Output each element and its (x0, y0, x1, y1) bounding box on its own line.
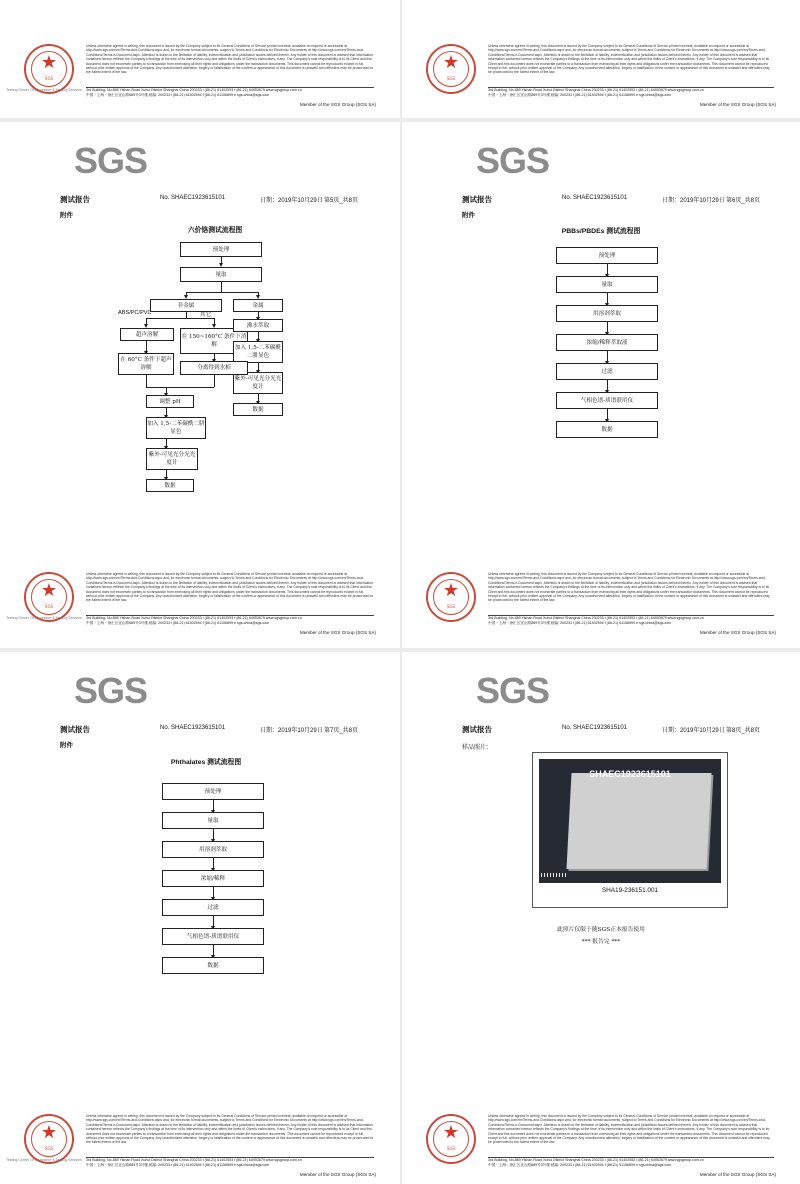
footer-member: Member of the SGS Group (SGS SA) (299, 1172, 376, 1177)
page-top-right (402, 0, 800, 118)
report-number: No. SHAEC1923615101 (562, 725, 628, 731)
branch-label-other: 其它 (200, 312, 212, 318)
flow-step-ph: 调整 pH (146, 395, 194, 408)
report-title: 测试报告 (462, 725, 492, 734)
sgs-logo: SGS (74, 140, 148, 181)
sgs-seal: ★ SGS (24, 44, 74, 94)
attachment-label: 附件 (60, 211, 73, 219)
attachment-label: 附件 (60, 741, 73, 749)
sgs-seal: ★ SGS (426, 1114, 476, 1164)
sgs-seal: ★ SGS (24, 572, 74, 622)
flow-step-2: 量取 (162, 812, 264, 829)
flow-step-adddpc: 加入 1,5-二苯碳酰二肼显色 (146, 417, 206, 439)
page-footer (0, 568, 400, 648)
report-number: No. SHAEC1923615101 (562, 195, 628, 201)
footer-side-tag: Testing Center Of Inspection & Testing Services (6, 1158, 82, 1162)
page-number: 第7页_共8页 (324, 728, 359, 734)
sample-photo-frame (532, 752, 728, 908)
footer-address: 3rd Building, No.889 Yishan Road Xuhui District Shanghai China 200233 t (86-21) 61402553 f (86-21) 64953679 www.sgsgroup.com.cn 中国・上海・徐汇区宜山路889号3号楼 邮编: 200233 t (86-21) 61402594 f (86-21) 61156899 e sgs.china@sgs.com (86, 87, 374, 100)
footer-address: 3rd Building, No.889 Yishan Road Xuhui District Shanghai China 200233 t (86-21) 61402553 f (86-21) 64953679 www.sgsgroup.com.cn 中国・上海・徐汇区宜山路889号3号楼 邮编: 200233 t (86-21) 61402594 f (86-21) 61156899 e sgs.china@sgs.com (488, 87, 774, 100)
flow-step-2: 量取 (556, 276, 658, 293)
report-title: 测试报告 (462, 195, 492, 204)
flow-step-7: 数据 (162, 957, 264, 974)
flow-step-data: 数据 (146, 479, 194, 492)
flow-step-6: 气相色谱-质谱联用仪 (162, 928, 264, 945)
footer-address: 3rd Building, No.889 Yishan Road Xuhui District Shanghai China 200233 t (86-21) 61402553 f (86-21) 64953679 www.sgsgroup.com.cn 中国・上海・徐汇区宜山路889号3号楼 邮编: 200233 t (86-21) 61402594 f (86-21) 61156899 e sgs.china@sgs.com (488, 1157, 774, 1170)
flow-step-4: 浓缩/稀释萃取液 (556, 334, 658, 351)
footer-side-tag: Testing Center Of Inspection & Testing Services (6, 616, 82, 620)
branch-label-abs: ABS/PC/PVC (118, 310, 152, 316)
sgs-seal: ★ SGS (24, 1114, 74, 1164)
footer-member: Member of the SGS Group (SGS SA) (699, 102, 776, 107)
flow-step-5: 过滤 (556, 363, 658, 380)
attachment-label: 附件 (462, 211, 475, 219)
report-header (60, 194, 374, 206)
report-date: 日期：2019年10月29日 (260, 728, 323, 734)
flow-title: PBBs/PBDEs 测试流程图 (561, 228, 641, 235)
footer-address: 3rd Building, No.889 Yishan Road Xuhui District Shanghai China 200233 t (86-21) 61402553 f (86-21) 64953679 www.sgsgroup.com.cn 中国・上海・徐汇区宜山路889号3号楼 邮编: 200233 t (86-21) 61402594 f (86-21) 61156899 e sgs.china@sgs.com (86, 615, 374, 628)
ruler-icon (541, 873, 567, 877)
photo-sample-code: SHAEC1923615101 (589, 769, 671, 779)
page-8 (402, 652, 800, 1184)
sgs-seal: ★ SGS (426, 572, 476, 622)
flow-title: 六价铬测试流程图 (187, 227, 243, 234)
footer-fine-print: Unless otherwise agreed in writing, this document is issued by the Company subject to its General Conditions of Service printed overleaf, available on request or accessible at http://www.sgs.com/en/Terms-and-Conditions.aspx and, for electronic format documents, subject to Terms and Conditions for Electronic Documents at http://www.sgs.com/en/Terms-and-Conditions/Terms-e-Document.aspx. Attention is drawn to the limitation of liability, indemnification and jurisdiction issues defined therein. Any holder of this document is advised that information contained hereon reflects the Company's findings at the time of its intervention only and within the limits of Client's instructions, if any. The Company's sole responsibility is to its Client and this document does not exonerate parties to a transaction from exercising all their rights and obligations under the transaction documents. This document cannot be reproduced except in full, without prior written approval of the Company. Any unauthorized alteration, forgery or falsification of the content or appearance of this document is unlawful and offenders may be prosecuted to the fullest extent of the law. (488, 44, 770, 75)
sgs-logo: SGS (74, 670, 148, 711)
flow-step-nonmetal: 非金属 (150, 299, 222, 312)
report-title: 测试报告 (60, 195, 90, 204)
sgs-logo: SGS (476, 140, 550, 181)
flow-step-3: 用溶剂萃取 (162, 841, 264, 858)
page-footer (0, 40, 400, 118)
flow-step-boil: 沸水萃取 (233, 319, 283, 332)
report-header (462, 194, 774, 206)
page-top-left (0, 0, 400, 118)
sgs-logo: SGS (476, 670, 550, 711)
report-date: 日期：2019年10月29日 (662, 728, 725, 734)
sample-photo-label: 样品照片： (462, 744, 493, 751)
report-header (462, 724, 774, 736)
footer-side-tag: Testing Center Of Inspection & Testing Services (6, 88, 82, 92)
footer-member: Member of the SGS Group (SGS SA) (299, 102, 376, 107)
flow-step-data-metal: 数据 (233, 403, 283, 416)
flow-step-adddpc-metal: 加入 1,5-二苯碳酰二肼显色 (233, 341, 283, 363)
flow-step-4: 浓缩/稀释 (162, 870, 264, 887)
flow-step-digest: 在 150~160°C 条件下消解 (180, 328, 248, 354)
footer-address: 3rd Building, No.889 Yishan Road Xuhui District Shanghai China 200233 t (86-21) 61402553 f (86-21) 64953679 www.sgsgroup.com.cn 中国・上海・徐汇区宜山路889号3号楼 邮编: 200233 t (86-21) 61402594 f (86-21) 61156899 e sgs.china@sgs.com (488, 615, 774, 628)
flow-step-7: 数据 (556, 421, 658, 438)
page-footer (402, 40, 800, 118)
photo-usage-note: 此照片仅限于随SGS正本报告使用 (557, 927, 645, 933)
report-number: No. SHAEC1923615101 (160, 195, 226, 201)
flow-step-6: 气相色谱-质谱联用仪 (556, 392, 658, 409)
footer-fine-print: Unless otherwise agreed in writing, this document is issued by the Company subject to its General Conditions of Service printed overleaf, available on request or accessible at http://www.sgs.com/en/Terms-and-Conditions.aspx and, for electronic format documents, subject to Terms and Conditions for Electronic Documents at http://www.sgs.com/en/Terms-and-Conditions/Terms-e-Document.aspx. Attention is drawn to the limitation of liability, indemnification and jurisdiction issues defined therein. Any holder of this document is advised that information contained hereon reflects the Company's findings at the time of its intervention only and within the limits of Client's instructions, if any. The Company's sole responsibility is to its Client and this document does not exonerate parties to a transaction from exercising all their rights and obligations under the transaction documents. This document cannot be reproduced except in full, without prior written approval of the Company. Any unauthorized alteration, forgery or falsification of the content or appearance of this document is unlawful and offenders may be prosecuted to the fullest extent of the law. (488, 572, 770, 603)
flow-step-measure: 量取 (180, 267, 262, 282)
flow-step-1: 预处理 (556, 247, 658, 264)
flow-title: Phthalates 测试流程图 (170, 759, 242, 766)
report-title: 测试报告 (60, 725, 90, 734)
flow-step-metal: 金属 (233, 299, 283, 312)
flow-step-uv-metal: 紫外-可见光分光光度计 (233, 372, 283, 394)
report-header (60, 724, 374, 736)
flow-step-3: 用溶剂萃取 (556, 305, 658, 322)
flow-step-separate: 分离得到水相 (180, 361, 248, 375)
footer-fine-print: Unless otherwise agreed in writing, this document is issued by the Company subject to its General Conditions of Service printed overleaf, available on request or accessible at http://www.sgs.com/en/Terms-and-Conditions.aspx and, for electronic format documents, subject to Terms and Conditions for Electronic Documents at http://www.sgs.com/en/Terms-and-Conditions/Terms-e-Document.aspx. Attention is drawn to the limitation of liability, indemnification and jurisdiction issues defined therein. Any holder of this document is advised that information contained hereon reflects the Company's findings at the time of its intervention only and within the limits of Client's instructions, if any. The Company's sole responsibility is to its Client and this document does not exonerate parties to a transaction from exercising all their rights and obligations under the transaction documents. This document cannot be reproduced except in full, without prior written approval of the Company. Any unauthorized alteration, forgery or falsification of the content or appearance of this document is unlawful and offenders may be prosecuted to the fullest extent of the law. (86, 44, 374, 75)
page-footer (0, 1110, 400, 1184)
page-5 (0, 122, 400, 648)
flow-step-ultra60: 在 60°C 条件下超声溶解 (118, 353, 174, 375)
footer-address: 3rd Building, No.889 Yishan Road Xuhui District Shanghai China 200233 t (86-21) 61402553 f (86-21) 64953679 www.sgsgroup.com.cn 中国・上海・徐汇区宜山路889号3号楼 邮编: 200233 t (86-21) 61402594 f (86-21) 61156899 e sgs.china@sgs.com (86, 1157, 374, 1170)
report-number: No. SHAEC1923615101 (160, 725, 226, 731)
flow-step-uv: 紫外-可见光分光光度计 (146, 448, 198, 470)
page-number: 第8页_共8页 (726, 728, 761, 734)
page-footer (402, 568, 800, 648)
flow-step-ultrasonic: 超声溶解 (120, 328, 174, 341)
flow-step-1: 预处理 (162, 783, 264, 800)
page-6 (402, 122, 800, 648)
footer-fine-print: Unless otherwise agreed in writing, this document is issued by the Company subject to its General Conditions of Service printed overleaf, available on request or accessible at http://www.sgs.com/en/Terms-and-Conditions.aspx and, for electronic format documents, subject to Terms and Conditions for Electronic Documents at http://www.sgs.com/en/Terms-and-Conditions/Terms-e-Document.aspx. Attention is drawn to the limitation of liability, indemnification and jurisdiction issues defined therein. Any holder of this document is advised that information contained hereon reflects the Company's findings at the time of its intervention only and within the limits of Client's instructions, if any. The Company's sole responsibility is to its Client and this document does not exonerate parties to a transaction from exercising all their rights and obligations under the transaction documents. This document cannot be reproduced except in full, without prior written approval of the Company. Any unauthorized alteration, forgery or falsification of the content or appearance of this document is unlawful and offenders may be prosecuted to the fullest extent of the law. (86, 572, 374, 603)
footer-fine-print: Unless otherwise agreed in writing, this document is issued by the Company subject to its General Conditions of Service printed overleaf, available on request or accessible at http://www.sgs.com/en/Terms-and-Conditions.aspx and, for electronic format documents, subject to Terms and Conditions for Electronic Documents at http://www.sgs.com/en/Terms-and-Conditions/Terms-e-Document.aspx. Attention is drawn to the limitation of liability, indemnification and jurisdiction issues defined therein. Any holder of this document is advised that information contained hereon reflects the Company's findings at the time of its intervention only and within the limits of Client's instructions, if any. The Company's sole responsibility is to its Client and this document does not exonerate parties to a transaction from exercising all their rights and obligations under the transaction documents. This document cannot be reproduced except in full, without prior written approval of the Company. Any unauthorized alteration, forgery or falsification of the content or appearance of this document is unlawful and offenders may be prosecuted to the fullest extent of the law. (488, 1114, 770, 1145)
flow-step-5: 过滤 (162, 899, 264, 916)
sample-photo (539, 759, 721, 883)
footer-member: Member of the SGS Group (SGS SA) (699, 630, 776, 635)
report-date: 日期：2019年10月29日 (260, 198, 323, 204)
page-footer (402, 1110, 800, 1184)
page-number: 第6页_共8页 (726, 198, 761, 204)
page-7 (0, 652, 400, 1184)
sgs-seal: ★ SGS (426, 44, 476, 94)
footer-member: Member of the SGS Group (SGS SA) (699, 1172, 776, 1177)
footer-member: Member of the SGS Group (SGS SA) (299, 630, 376, 635)
page-number: 第5页_共8页 (324, 198, 359, 204)
flow-step-pretreat: 预处理 (180, 242, 262, 257)
report-end-mark: *** 报告完 *** (581, 939, 621, 945)
report-date: 日期：2019年10月29日 (662, 198, 725, 204)
footer-fine-print: Unless otherwise agreed in writing, this document is issued by the Company subject to its General Conditions of Service printed overleaf, available on request or accessible at http://www.sgs.com/en/Terms-and-Conditions.aspx and, for electronic format documents, subject to Terms and Conditions for Electronic Documents at http://www.sgs.com/en/Terms-and-Conditions/Terms-e-Document.aspx. Attention is drawn to the limitation of liability, indemnification and jurisdiction issues defined therein. Any holder of this document is advised that information contained hereon reflects the Company's findings at the time of its intervention only and within the limits of Client's instructions, if any. The Company's sole responsibility is to its Client and this document does not exonerate parties to a transaction from exercising all their rights and obligations under the transaction documents. This document cannot be reproduced except in full, without prior written approval of the Company. Any unauthorized alteration, forgery or falsification of the content or appearance of this document is unlawful and offenders may be prosecuted to the fullest extent of the law. (86, 1114, 374, 1145)
sample-number: SHA19-236151.001 (601, 887, 659, 894)
